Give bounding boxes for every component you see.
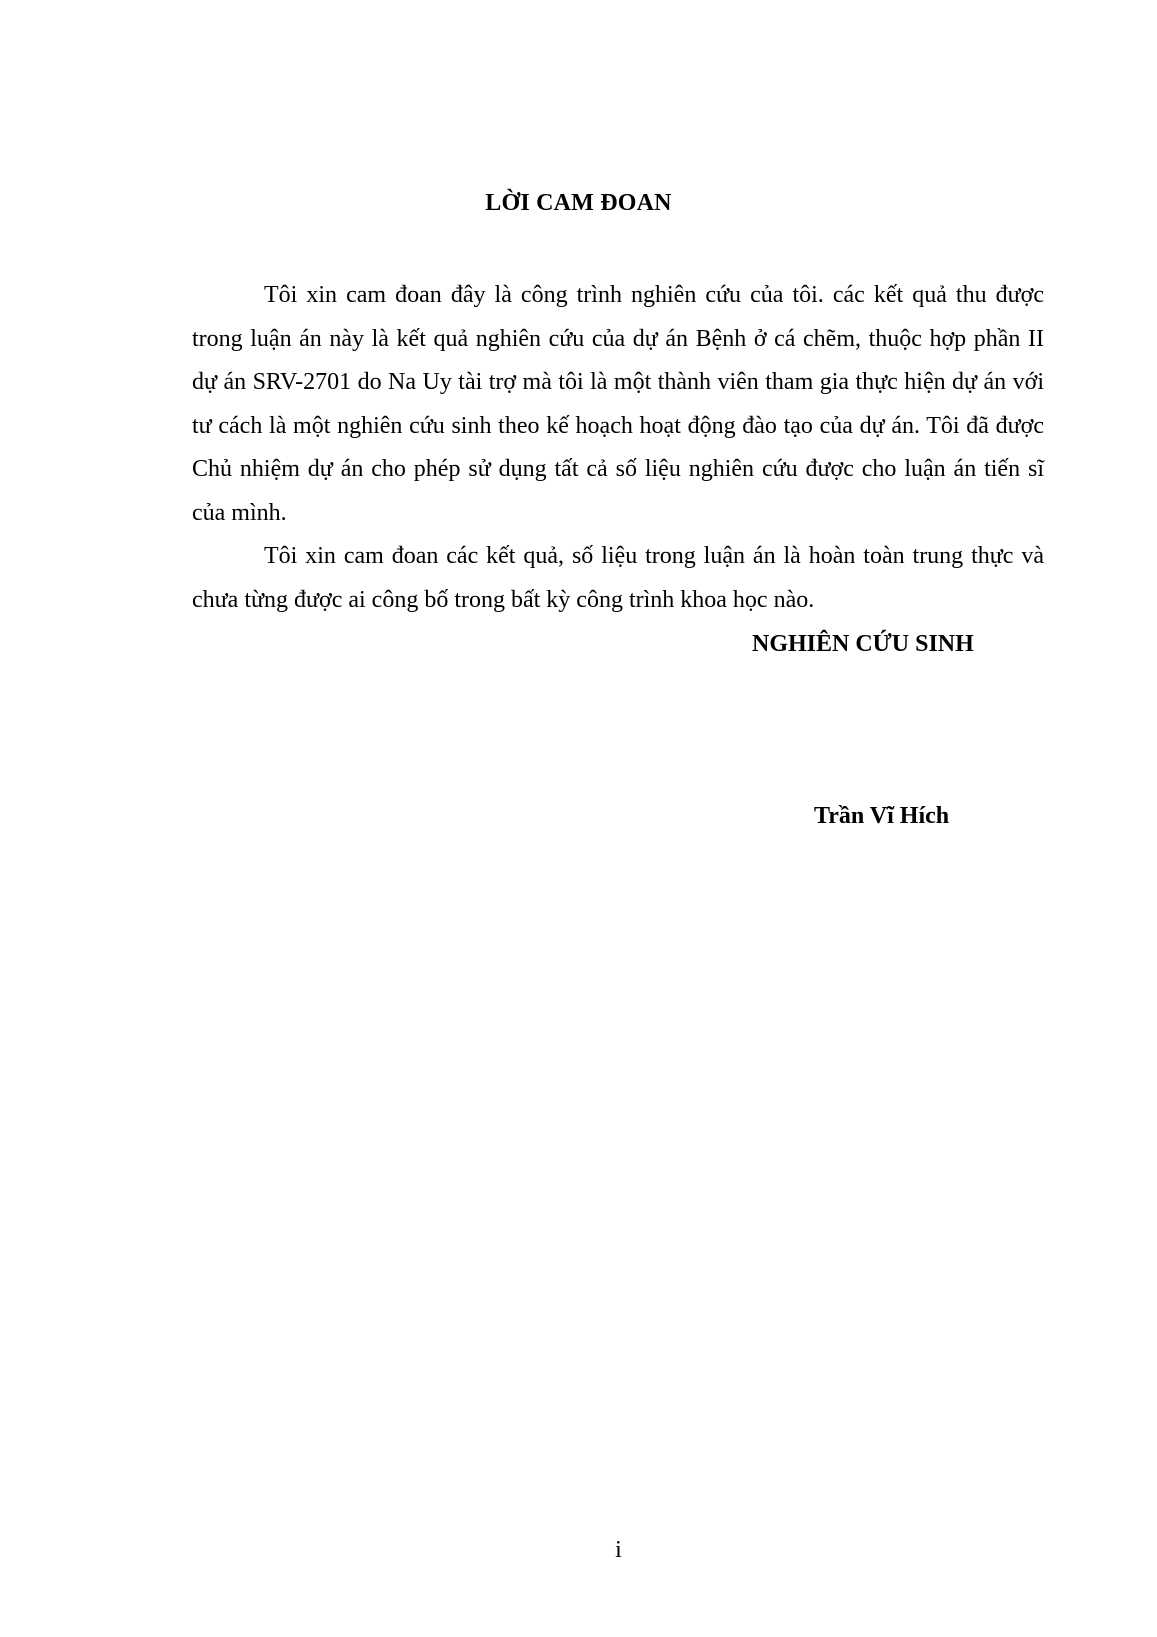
declaration-body [192,274,1044,622]
signature-role: NGHIÊN CỨU SINH [752,631,974,657]
signature-name: Trần Vĩ Hích [814,803,950,829]
declaration-paragraph-1: Tôi xin cam đoan đây là công trình nghiên cứu của tôi. các kết quả thu được trong luận án này là kết quả nghiên cứu của dự án Bệnh ở cá chẽm, thuộc hợp phần II dự án SRV-2701 do Na Uy tài trợ mà tôi là một thành viên tham gia thực hiện dự án với tư cách là một nghiên cứu sinh theo kế hoạch hoạt động đào tạo của dự án. Tôi đã được Chủ nhiệm dự án cho phép sử dụng tất cả số liệu nghiên cứu được cho luận án tiến sĩ của mình. [192,282,1044,526]
page-number: i [615,1537,622,1563]
declaration-paragraph-2: Tôi xin cam đoan các kết quả, số liệu trong luận án là hoàn toàn trung thực và chưa từng được ai công bố trong bất kỳ công trình khoa học nào. [192,543,1044,613]
page-title: LỜI CAM ĐOAN [485,190,672,216]
